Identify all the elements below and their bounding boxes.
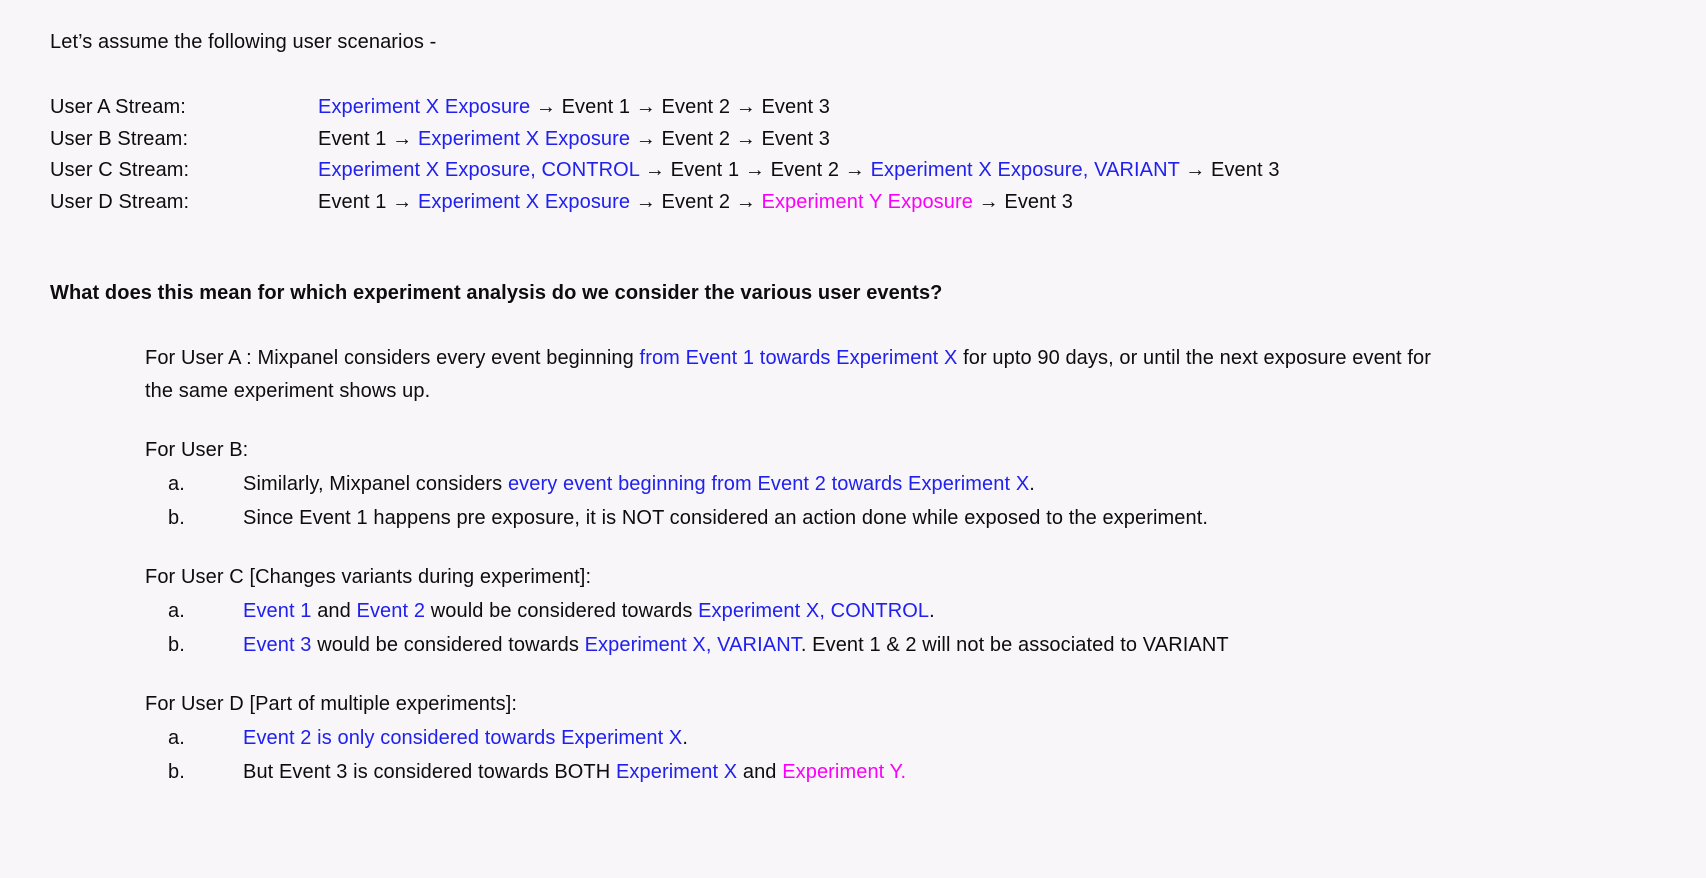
text-segment-blue: Experiment X, VARIANT xyxy=(584,634,801,656)
text-segment-default: → Event 3 xyxy=(972,190,1073,213)
bullet-item xyxy=(50,434,1656,467)
user-stream-list xyxy=(50,92,1656,218)
subitem-text xyxy=(243,755,906,789)
stream-row xyxy=(50,155,1656,187)
stream-row xyxy=(50,124,1656,156)
text-segment-default: → Event 1 → Event 2 → xyxy=(639,159,871,181)
text-segment-default: For User D [Part of multiple experiments]: xyxy=(145,693,518,715)
bullet-list xyxy=(50,342,1656,789)
bullet-group xyxy=(50,434,1656,535)
subitem-text xyxy=(243,467,1035,501)
subitem-text xyxy=(243,721,688,755)
text-segment-blue: Experiment X Exposure, VARIANT xyxy=(870,159,1180,181)
text-segment-blue: Experiment X xyxy=(615,761,738,783)
intro-line: Let’s assume the following user scenarios - xyxy=(50,31,437,53)
text-segment-blue: Event 2 is only considered towards Experiment X xyxy=(243,727,683,749)
bullet-dot-cell xyxy=(50,688,145,721)
bullet-dot-cell xyxy=(50,561,145,594)
subitem-text xyxy=(243,501,1208,535)
list-subitem xyxy=(50,594,1656,628)
bullet-group xyxy=(50,688,1656,789)
stream-content xyxy=(318,124,830,156)
subitem-text xyxy=(243,628,1229,662)
text-segment-default: Event 1 → xyxy=(318,127,418,150)
stream-label: User A Stream: xyxy=(50,96,186,118)
text-segment-default: and xyxy=(311,600,357,622)
text-segment-blue: Experiment X Exposure xyxy=(417,190,631,213)
text-segment-blue: Experiment X, CONTROL xyxy=(698,600,930,622)
text-segment-blue: Event 1 xyxy=(243,600,312,622)
stream-content xyxy=(318,155,1280,187)
list-subitem xyxy=(50,721,1656,755)
text-segment-default: Similarly, Mixpanel considers xyxy=(243,473,508,495)
text-segment-blue: every event beginning from Event 2 towards Experiment X xyxy=(507,473,1030,495)
stream-content xyxy=(318,92,830,124)
text-segment-default: For User A : Mixpanel considers every event beginning xyxy=(145,347,640,369)
text-segment-blue: Experiment X Exposure, CONTROL xyxy=(318,159,640,181)
bullet-text xyxy=(145,434,248,467)
bullet-item xyxy=(50,688,1656,721)
text-segment-default: Since Event 1 happens pre exposure, it is NOT considered an action done while exposed to the experiment. xyxy=(243,507,1209,529)
question-heading: What does this mean for which experiment analysis do we consider the various user events? xyxy=(50,282,943,304)
list-subitem xyxy=(50,755,1656,789)
list-subitem xyxy=(50,467,1656,501)
text-segment-default: → Event 1 → Event 2 → Event 3 xyxy=(530,96,831,118)
bullet-group xyxy=(50,342,1656,408)
text-segment-default: would be considered towards xyxy=(311,634,585,656)
list-subitem xyxy=(50,628,1656,662)
text-segment-default: → Event 2 → xyxy=(630,190,762,213)
bullet-item xyxy=(50,561,1656,594)
stream-content xyxy=(318,187,1073,219)
subitem-marker: a. xyxy=(168,473,185,495)
text-segment-default: and xyxy=(737,761,783,783)
text-segment-default: . xyxy=(1029,473,1035,495)
text-segment-default: → Event 3 xyxy=(1179,159,1280,181)
bullet-text xyxy=(145,561,591,594)
stream-label: User B Stream: xyxy=(50,127,189,150)
text-segment-default: for upto 90 days, or until the next exposure event for the same experiment shows up. xyxy=(145,347,1431,402)
bullet-text xyxy=(145,342,1445,408)
subitem-text xyxy=(243,594,935,628)
text-segment-blue: Experiment X Exposure xyxy=(318,96,531,118)
subitem-marker: b. xyxy=(168,634,185,656)
stream-label: User D Stream: xyxy=(50,190,190,213)
text-segment-default: But Event 3 is considered towards BOTH xyxy=(243,761,616,783)
text-segment-default: . xyxy=(682,727,689,749)
text-segment-default: would be considered towards xyxy=(425,600,699,622)
text-segment-default: For User B: xyxy=(145,439,249,461)
text-segment-magenta: Experiment Y Exposure xyxy=(761,190,973,213)
text-segment-default: → Event 2 → Event 3 xyxy=(630,127,831,150)
stream-row xyxy=(50,187,1656,219)
list-subitem xyxy=(50,501,1656,535)
bullet-item xyxy=(50,342,1656,408)
text-segment-blue: Event 2 xyxy=(356,600,426,622)
subitem-marker: a. xyxy=(168,600,185,622)
subitem-marker: b. xyxy=(168,507,185,529)
text-segment-default: . xyxy=(929,600,935,622)
text-segment-blue: Event 3 xyxy=(243,634,312,656)
text-segment-blue: from Event 1 towards Experiment X xyxy=(639,347,958,369)
text-segment-magenta: Experiment Y. xyxy=(782,761,907,783)
bullet-dot-cell xyxy=(50,342,145,408)
text-segment-blue: Experiment X Exposure xyxy=(417,127,631,150)
bullet-dot-cell xyxy=(50,434,145,467)
text-segment-default: For User C [Changes variants during experiment]: xyxy=(145,566,592,588)
subitem-marker: b. xyxy=(168,761,185,783)
stream-row xyxy=(50,92,1656,124)
bullet-text xyxy=(145,688,517,721)
subitem-marker: a. xyxy=(168,727,185,749)
bullet-group xyxy=(50,561,1656,662)
stream-label: User C Stream: xyxy=(50,159,190,181)
text-segment-default: Event 1 → xyxy=(318,190,418,213)
text-segment-default: . Event 1 & 2 will not be associated to VARIANT xyxy=(800,634,1229,656)
